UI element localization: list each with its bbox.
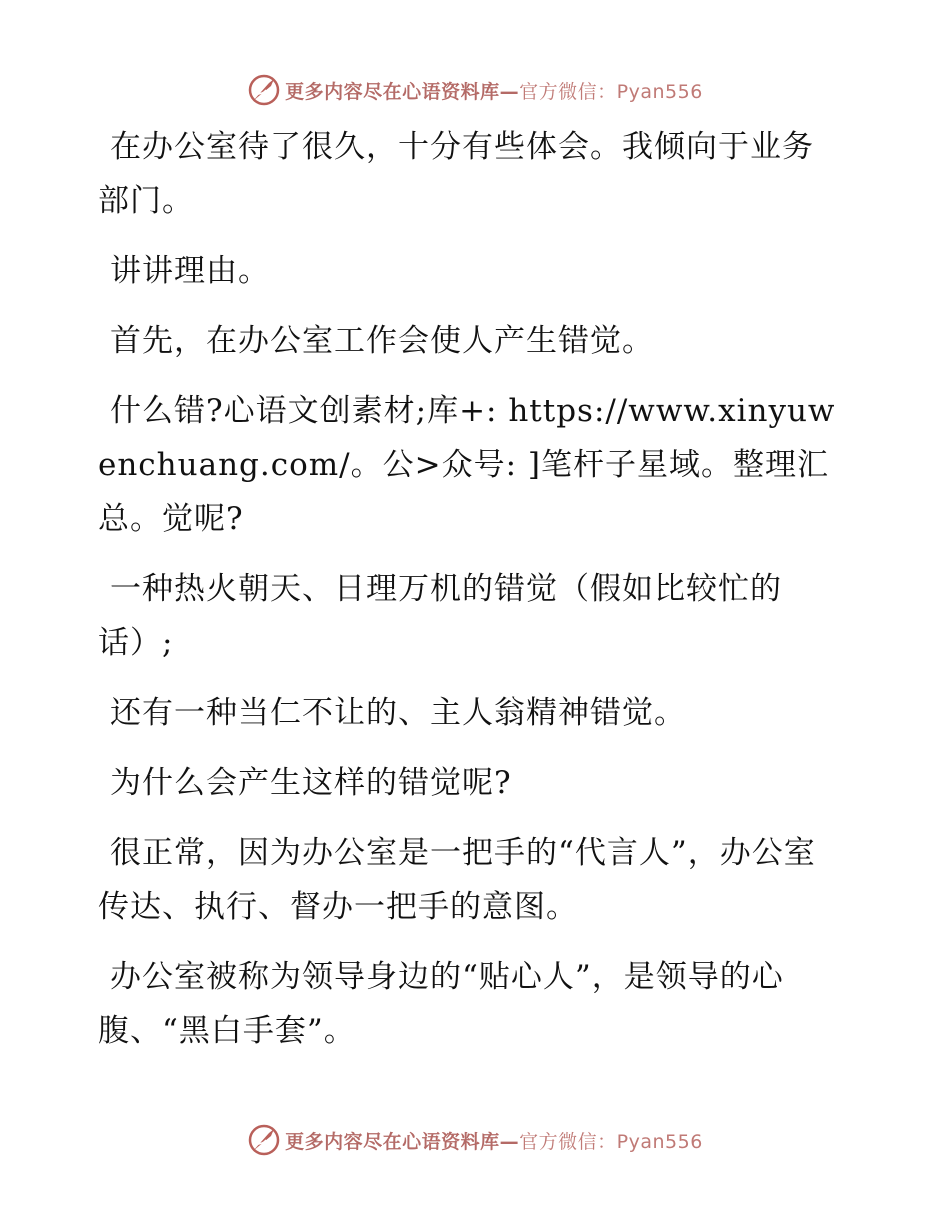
paragraph: 很正常，因为办公室是一把手的“代言人”，办公室传达、执行、督办一把手的意图。 <box>98 835 816 925</box>
quill-pen-icon <box>247 1123 281 1157</box>
quill-pen-icon <box>247 73 281 107</box>
paragraph: 在办公室待了很久，十分有些体会。我倾向于业务部门。 <box>98 129 814 219</box>
footer-wechat-text: 官方微信：Pyan556 <box>519 1130 703 1153</box>
header-banner <box>0 68 950 112</box>
paragraph: 首先，在办公室工作会使人产生错觉。 <box>110 323 654 359</box>
header-wechat-text: 官方微信：Pyan556 <box>519 80 703 103</box>
footer-brand-text: 更多内容尽在心语资料库—官方微信：Pyan556 <box>285 1130 703 1153</box>
paragraph: 什么错?心语文创素材;库+: https://www.xinyuwenchuang.com/。公>众号: ]笔杆子星域。整理汇总。觉呢? <box>98 393 836 537</box>
header-brand-text: 更多内容尽在心语资料库—官方微信：Pyan556 <box>285 80 703 103</box>
footer-banner <box>0 1118 950 1162</box>
paragraph: 讲讲理由。 <box>110 253 270 289</box>
paragraph: 为什么会产生这样的错觉呢? <box>110 765 512 801</box>
paragraph: 还有一种当仁不让的、主人翁精神错觉。 <box>110 695 686 731</box>
paragraph: 一种热火朝天、日理万机的错觉（假如比较忙的话）; <box>98 571 782 661</box>
paragraph: 办公室被称为领导身边的“贴心人”，是领导的心腹、“黑白手套”。 <box>98 959 784 1049</box>
document-body <box>98 120 838 1074</box>
